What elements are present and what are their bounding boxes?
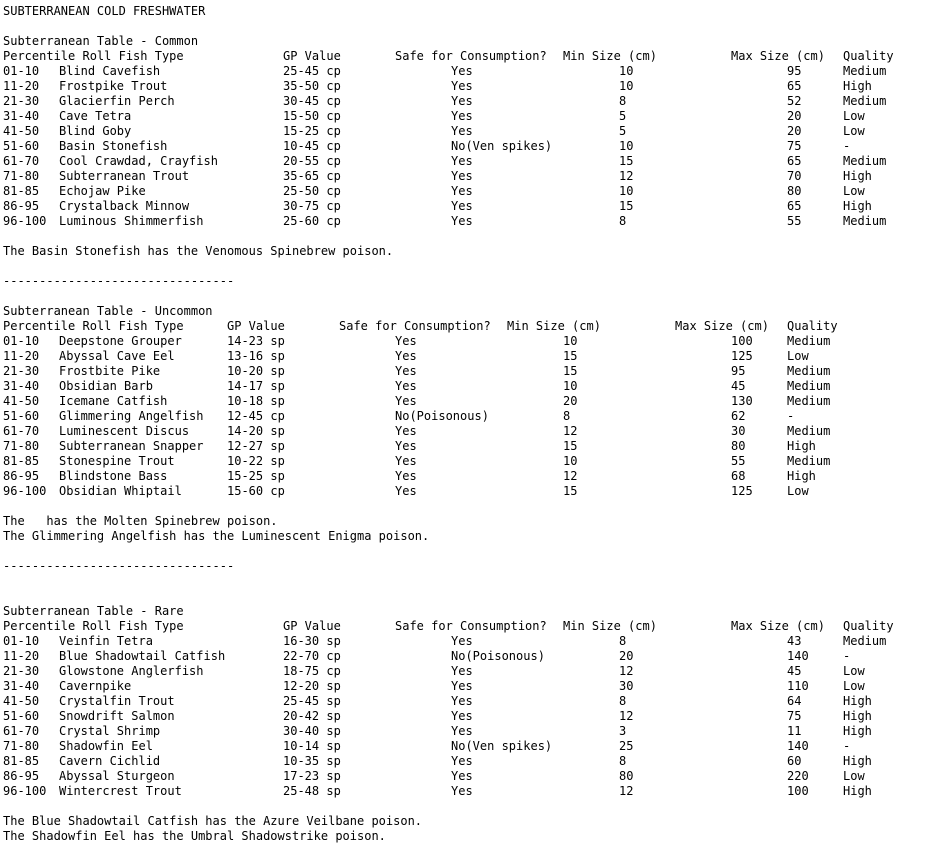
cell-fish-name: Blindstone Bass (59, 469, 168, 483)
cell-min-size: 10 (563, 454, 578, 468)
cell-roll: 51-60 (3, 709, 40, 723)
cell-gp-value: 15-25 sp (227, 469, 285, 483)
table-row (0, 379, 946, 394)
header-roll-fish: Percentile Roll Fish Type (3, 49, 184, 63)
cell-gp-value: 30-40 sp (283, 724, 341, 738)
cell-max-size: 125 (731, 349, 753, 363)
cell-gp-value: 30-75 cp (283, 199, 341, 213)
cell-roll: 31-40 (3, 109, 40, 123)
cell-safe: Yes (395, 349, 417, 363)
cell-roll: 11-20 (3, 79, 40, 93)
cell-safe: Yes (451, 634, 473, 648)
cell-gp-value: 20-55 cp (283, 154, 341, 168)
cell-safe: Yes (395, 334, 417, 348)
cell-min-size: 12 (619, 664, 634, 678)
cell-safe: Yes (451, 664, 473, 678)
cell-max-size: 45 (731, 379, 746, 393)
cell-gp-value: 10-22 sp (227, 454, 285, 468)
cell-min-size: 12 (619, 709, 634, 723)
table-row (0, 754, 946, 769)
rare-note: The Blue Shadowtail Catfish has the Azure Veilbane poison. (3, 814, 423, 828)
cell-quality: - (843, 139, 851, 153)
cell-fish-name: Crystalfin Trout (59, 694, 175, 708)
cell-max-size: 70 (787, 169, 802, 183)
header-max: Max Size (cm) (731, 49, 825, 63)
table-row (0, 94, 946, 109)
rare-table-title: Subterranean Table - Rare (3, 604, 184, 618)
cell-fish-name: Abyssal Cave Eel (59, 349, 175, 363)
cell-gp-value: 14-23 sp (227, 334, 285, 348)
cell-fish-name: Wintercrest Trout (59, 784, 182, 798)
cell-max-size: 20 (787, 109, 802, 123)
cell-gp-value: 13-16 sp (227, 349, 285, 363)
cell-fish-name: Crystal Shrimp (59, 724, 161, 738)
cell-quality: High (843, 709, 872, 723)
cell-safe: Yes (395, 484, 417, 498)
cell-quality: High (787, 469, 816, 483)
cell-roll: 41-50 (3, 394, 40, 408)
cell-gp-value: 16-30 sp (283, 634, 341, 648)
cell-quality: Low (843, 184, 865, 198)
cell-quality: High (787, 439, 816, 453)
common-table-title: Subterranean Table - Common (3, 34, 199, 48)
cell-min-size: 12 (619, 784, 634, 798)
cell-max-size: 80 (787, 184, 802, 198)
common-table-header (0, 49, 946, 64)
cell-quality: Medium (843, 634, 887, 648)
cell-max-size: 62 (731, 409, 746, 423)
header-roll-fish: Percentile Roll Fish Type (3, 319, 184, 333)
cell-min-size: 10 (619, 139, 634, 153)
cell-roll: 86-95 (3, 769, 40, 783)
cell-min-size: 15 (563, 439, 578, 453)
header-quality: Quality (843, 49, 894, 63)
cell-min-size: 10 (619, 184, 634, 198)
uncommon-table-title: Subterranean Table - Uncommon (3, 304, 213, 318)
cell-min-size: 8 (563, 409, 571, 423)
cell-min-size: 15 (563, 364, 578, 378)
cell-quality: - (787, 409, 795, 423)
cell-min-size: 10 (619, 64, 634, 78)
cell-roll: 21-30 (3, 364, 40, 378)
cell-min-size: 15 (619, 199, 634, 213)
cell-max-size: 95 (731, 364, 746, 378)
cell-roll: 01-10 (3, 634, 40, 648)
cell-max-size: 140 (787, 739, 809, 753)
cell-gp-value: 14-17 sp (227, 379, 285, 393)
cell-roll: 71-80 (3, 739, 40, 753)
cell-max-size: 110 (787, 679, 809, 693)
cell-quality: Medium (843, 214, 887, 228)
table-row (0, 484, 946, 499)
cell-safe: No(Poisonous) (451, 649, 545, 663)
cell-min-size: 10 (563, 379, 578, 393)
cell-safe: Yes (451, 124, 473, 138)
table-row (0, 649, 946, 664)
table-row (0, 154, 946, 169)
cell-roll: 86-95 (3, 469, 40, 483)
cell-roll: 61-70 (3, 424, 40, 438)
cell-min-size: 15 (563, 484, 578, 498)
cell-roll: 61-70 (3, 724, 40, 738)
cell-quality: Medium (843, 64, 887, 78)
cell-quality: - (843, 739, 851, 753)
cell-quality: High (843, 169, 872, 183)
header-gp: GP Value (283, 619, 341, 633)
cell-roll: 81-85 (3, 754, 40, 768)
cell-quality: Low (843, 109, 865, 123)
rare-note: The Shadowfin Eel has the Umbral Shadowstrike poison. (3, 829, 386, 843)
cell-max-size: 68 (731, 469, 746, 483)
header-min: Min Size (cm) (507, 319, 601, 333)
cell-roll: 96-100 (3, 484, 47, 498)
cell-fish-name: Obsidian Whiptail (59, 484, 182, 498)
cell-gp-value: 14-20 sp (227, 424, 285, 438)
cell-gp-value: 15-25 cp (283, 124, 341, 138)
cell-quality: High (843, 694, 872, 708)
cell-roll: 86-95 (3, 199, 40, 213)
cell-safe: Yes (395, 439, 417, 453)
cell-max-size: 220 (787, 769, 809, 783)
cell-roll: 71-80 (3, 169, 40, 183)
cell-gp-value: 12-27 sp (227, 439, 285, 453)
table-row (0, 109, 946, 124)
cell-safe: Yes (451, 64, 473, 78)
table-row (0, 769, 946, 784)
cell-safe: No(Poisonous) (395, 409, 489, 423)
cell-gp-value: 25-48 sp (283, 784, 341, 798)
cell-safe: Yes (451, 199, 473, 213)
cell-gp-value: 25-50 cp (283, 184, 341, 198)
cell-max-size: 60 (787, 754, 802, 768)
cell-min-size: 12 (619, 169, 634, 183)
cell-fish-name: Shadowfin Eel (59, 739, 153, 753)
cell-quality: Low (843, 124, 865, 138)
rare-table-header (0, 619, 946, 634)
cell-max-size: 20 (787, 124, 802, 138)
cell-roll: 21-30 (3, 94, 40, 108)
cell-min-size: 5 (619, 124, 627, 138)
table-row (0, 79, 946, 94)
cell-fish-name: Cave Tetra (59, 109, 132, 123)
common-note: The Basin Stonefish has the Venomous Spinebrew poison. (3, 244, 394, 258)
header-min: Min Size (cm) (563, 49, 657, 63)
cell-min-size: 8 (619, 94, 627, 108)
cell-fish-name: Glowstone Anglerfish (59, 664, 204, 678)
cell-safe: Yes (451, 709, 473, 723)
cell-min-size: 80 (619, 769, 634, 783)
cell-roll: 61-70 (3, 154, 40, 168)
cell-fish-name: Subterranean Trout (59, 169, 190, 183)
cell-min-size: 12 (563, 469, 578, 483)
cell-gp-value: 18-75 cp (283, 664, 341, 678)
cell-quality: Low (843, 664, 865, 678)
cell-max-size: 95 (787, 64, 802, 78)
cell-gp-value: 15-60 cp (227, 484, 285, 498)
cell-fish-name: Cavern Cichlid (59, 754, 161, 768)
table-row (0, 199, 946, 214)
table-row (0, 364, 946, 379)
cell-roll: 96-100 (3, 784, 47, 798)
cell-max-size: 75 (787, 139, 802, 153)
cell-safe: Yes (451, 79, 473, 93)
cell-safe: Yes (395, 379, 417, 393)
table-row (0, 169, 946, 184)
cell-safe: Yes (451, 784, 473, 798)
cell-fish-name: Frostpike Trout (59, 79, 168, 93)
table-row (0, 394, 946, 409)
cell-fish-name: Blind Goby (59, 124, 132, 138)
cell-fish-name: Cool Crawdad, Crayfish (59, 154, 218, 168)
cell-roll: 71-80 (3, 439, 40, 453)
cell-min-size: 15 (619, 154, 634, 168)
cell-max-size: 45 (787, 664, 802, 678)
cell-gp-value: 15-50 cp (283, 109, 341, 123)
cell-safe: No(Ven spikes) (451, 739, 553, 753)
cell-min-size: 8 (619, 634, 627, 648)
cell-max-size: 55 (787, 214, 802, 228)
cell-roll: 31-40 (3, 379, 40, 393)
cell-quality: Medium (787, 364, 831, 378)
cell-roll: 41-50 (3, 124, 40, 138)
table-row (0, 469, 946, 484)
cell-gp-value: 25-45 sp (283, 694, 341, 708)
cell-min-size: 8 (619, 694, 627, 708)
table-row (0, 679, 946, 694)
cell-quality: Medium (787, 379, 831, 393)
table-row (0, 439, 946, 454)
cell-max-size: 75 (787, 709, 802, 723)
cell-fish-name: Subterranean Snapper (59, 439, 204, 453)
document-title: SUBTERRANEAN COLD FRESHWATER (3, 4, 206, 18)
uncommon-table-header (0, 319, 946, 334)
cell-gp-value: 10-45 cp (283, 139, 341, 153)
uncommon-note: The has the Molten Spinebrew poison. (3, 514, 278, 528)
cell-gp-value: 17-23 sp (283, 769, 341, 783)
cell-quality: Low (787, 484, 809, 498)
cell-gp-value: 10-20 sp (227, 364, 285, 378)
table-row (0, 349, 946, 364)
cell-quality: - (843, 649, 851, 663)
table-row (0, 334, 946, 349)
cell-fish-name: Icemane Catfish (59, 394, 168, 408)
cell-max-size: 65 (787, 79, 802, 93)
cell-roll: 81-85 (3, 184, 40, 198)
cell-fish-name: Stonespine Trout (59, 454, 175, 468)
cell-quality: Low (843, 679, 865, 693)
cell-fish-name: Luminous Shimmerfish (59, 214, 204, 228)
cell-fish-name: Basin Stonefish (59, 139, 168, 153)
cell-fish-name: Frostbite Pike (59, 364, 161, 378)
cell-min-size: 25 (619, 739, 634, 753)
cell-roll: 11-20 (3, 649, 40, 663)
cell-roll: 96-100 (3, 214, 47, 228)
table-row (0, 454, 946, 469)
header-safe: Safe for Consumption? (339, 319, 491, 333)
cell-min-size: 10 (563, 334, 578, 348)
cell-safe: Yes (451, 109, 473, 123)
table-row (0, 664, 946, 679)
cell-safe: Yes (451, 754, 473, 768)
cell-quality: High (843, 754, 872, 768)
cell-min-size: 20 (619, 649, 634, 663)
cell-quality: High (843, 724, 872, 738)
cell-quality: Low (787, 349, 809, 363)
table-row (0, 184, 946, 199)
cell-min-size: 15 (563, 349, 578, 363)
cell-quality: Medium (843, 94, 887, 108)
cell-fish-name: Cavernpike (59, 679, 132, 693)
cell-max-size: 65 (787, 154, 802, 168)
cell-quality: High (843, 199, 872, 213)
cell-gp-value: 35-50 cp (283, 79, 341, 93)
cell-safe: Yes (451, 184, 473, 198)
cell-roll: 21-30 (3, 664, 40, 678)
cell-gp-value: 20-42 sp (283, 709, 341, 723)
header-safe: Safe for Consumption? (395, 619, 547, 633)
cell-min-size: 30 (619, 679, 634, 693)
header-roll-fish: Percentile Roll Fish Type (3, 619, 184, 633)
cell-quality: Low (843, 769, 865, 783)
cell-roll: 81-85 (3, 454, 40, 468)
cell-roll: 51-60 (3, 139, 40, 153)
cell-max-size: 55 (731, 454, 746, 468)
table-row (0, 424, 946, 439)
cell-min-size: 8 (619, 214, 627, 228)
cell-max-size: 52 (787, 94, 802, 108)
cell-fish-name: Crystalback Minnow (59, 199, 190, 213)
cell-max-size: 30 (731, 424, 746, 438)
cell-min-size: 20 (563, 394, 578, 408)
cell-min-size: 5 (619, 109, 627, 123)
table-row (0, 64, 946, 79)
header-quality: Quality (787, 319, 838, 333)
cell-max-size: 100 (731, 334, 753, 348)
table-row (0, 784, 946, 799)
table-row (0, 409, 946, 424)
cell-fish-name: Blue Shadowtail Catfish (59, 649, 226, 663)
cell-quality: High (843, 784, 872, 798)
cell-min-size: 10 (619, 79, 634, 93)
cell-safe: Yes (395, 454, 417, 468)
cell-gp-value: 10-18 sp (227, 394, 285, 408)
cell-safe: Yes (451, 679, 473, 693)
header-gp: GP Value (227, 319, 285, 333)
cell-fish-name: Echojaw Pike (59, 184, 146, 198)
cell-safe: Yes (451, 694, 473, 708)
table-row (0, 124, 946, 139)
cell-max-size: 80 (731, 439, 746, 453)
cell-safe: Yes (451, 94, 473, 108)
cell-gp-value: 35-65 cp (283, 169, 341, 183)
cell-fish-name: Snowdrift Salmon (59, 709, 175, 723)
cell-fish-name: Glacierfin Perch (59, 94, 175, 108)
cell-min-size: 3 (619, 724, 627, 738)
table-row (0, 214, 946, 229)
cell-fish-name: Abyssal Sturgeon (59, 769, 175, 783)
cell-safe: Yes (451, 769, 473, 783)
cell-quality: Medium (843, 154, 887, 168)
header-max: Max Size (cm) (731, 619, 825, 633)
cell-gp-value: 30-45 cp (283, 94, 341, 108)
cell-quality: Medium (787, 424, 831, 438)
cell-min-size: 12 (563, 424, 578, 438)
cell-safe: Yes (395, 364, 417, 378)
cell-max-size: 130 (731, 394, 753, 408)
table-row (0, 709, 946, 724)
cell-fish-name: Glimmering Angelfish (59, 409, 204, 423)
cell-fish-name: Luminescent Discus (59, 424, 190, 438)
cell-max-size: 64 (787, 694, 802, 708)
cell-roll: 31-40 (3, 679, 40, 693)
cell-roll: 01-10 (3, 64, 40, 78)
cell-fish-name: Veinfin Tetra (59, 634, 153, 648)
cell-gp-value: 25-60 cp (283, 214, 341, 228)
cell-gp-value: 25-45 cp (283, 64, 341, 78)
cell-fish-name: Deepstone Grouper (59, 334, 182, 348)
cell-gp-value: 12-20 sp (283, 679, 341, 693)
cell-gp-value: 22-70 cp (283, 649, 341, 663)
header-gp: GP Value (283, 49, 341, 63)
table-row (0, 634, 946, 649)
table-row (0, 694, 946, 709)
cell-fish-name: Blind Cavefish (59, 64, 161, 78)
header-max: Max Size (cm) (675, 319, 769, 333)
cell-max-size: 65 (787, 199, 802, 213)
cell-roll: 11-20 (3, 349, 40, 363)
cell-safe: Yes (451, 214, 473, 228)
table-row (0, 139, 946, 154)
cell-max-size: 125 (731, 484, 753, 498)
header-quality: Quality (843, 619, 894, 633)
cell-quality: Medium (787, 394, 831, 408)
cell-gp-value: 10-14 sp (283, 739, 341, 753)
cell-safe: Yes (451, 169, 473, 183)
cell-roll: 01-10 (3, 334, 40, 348)
cell-roll: 41-50 (3, 694, 40, 708)
cell-safe: Yes (451, 724, 473, 738)
cell-quality: High (843, 79, 872, 93)
uncommon-note: The Glimmering Angelfish has the Luminescent Enigma poison. (3, 529, 430, 543)
table-row (0, 739, 946, 754)
cell-quality: Medium (787, 334, 831, 348)
cell-max-size: 11 (787, 724, 802, 738)
cell-quality: Medium (787, 454, 831, 468)
cell-fish-name: Obsidian Barb (59, 379, 153, 393)
table-row (0, 724, 946, 739)
cell-gp-value: 12-45 cp (227, 409, 285, 423)
cell-max-size: 140 (787, 649, 809, 663)
cell-max-size: 43 (787, 634, 802, 648)
cell-roll: 51-60 (3, 409, 40, 423)
cell-safe: Yes (395, 394, 417, 408)
cell-min-size: 8 (619, 754, 627, 768)
cell-gp-value: 10-35 sp (283, 754, 341, 768)
separator: -------------------------------- (3, 274, 235, 288)
header-min: Min Size (cm) (563, 619, 657, 633)
cell-safe: Yes (395, 424, 417, 438)
header-safe: Safe for Consumption? (395, 49, 547, 63)
cell-safe: Yes (395, 469, 417, 483)
cell-safe: Yes (451, 154, 473, 168)
separator: -------------------------------- (3, 559, 235, 573)
cell-max-size: 100 (787, 784, 809, 798)
cell-safe: No(Ven spikes) (451, 139, 553, 153)
